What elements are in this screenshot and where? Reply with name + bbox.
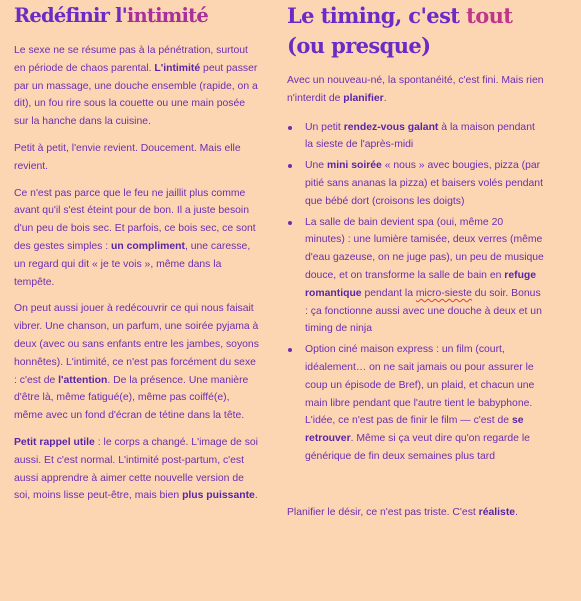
- ideas-list: [287, 119, 544, 466]
- section-title-timing: Le timing, c'est tout (ou presque): [287, 3, 513, 58]
- paragraph: Ce n'est pas parce que le feu ne jaillit plus comme avant qu'il s'est éteint pour de bon. Il a juste besoin d'un peu de bois sec. Et parfois, ce bois sec, ce sont des gestes simples : un compliment, une caresse, un regard qui dit « je te vois », même dans la tempête.: [14, 187, 256, 288]
- paragraph: Le sexe ne se résume pas à la pénétration, surtout en période de chaos parental. L'intimité peut passer par un massage, une douche ensemble (rapide, on a dit), un fou rire sous la couette ou une main posée sur la hanche dans la cuisine.: [14, 45, 258, 128]
- paragraph: Petit à petit, l'envie revient. Doucement. Mais elle revient.: [14, 142, 241, 172]
- paragraph: Petit rappel utile : le corps a changé. L'image de soi aussi. Et c'est normal. L'intimité post-partum, c'est aussi apprendre à aimer cette nouvelle version de soi, moins lisse peut-être, mais bien plus puissante.: [14, 436, 258, 502]
- list-item: Une mini soirée « nous » avec bougies, pizza (par pitié sans ananas la pizza) et baisers volés pendant que bébé dort (croisons les doigts): [287, 157, 544, 210]
- bullet-icon: [288, 348, 292, 352]
- left-column: [14, 0, 261, 505]
- bullet-icon: [288, 164, 292, 168]
- list-item: La salle de bain devient spa (oui, même 20 minutes) : une lumière tamisée, deux verres (même d'eau gazeuse, on ne juge pas), un peu de musique douce, et on transforme la salle de bain en refuge romantique pendant la micro-sieste du soir. Bonus : ça fonctionne aussi avec une douche à deux et un timing de ninja: [287, 214, 544, 339]
- paragraph: On peut aussi jouer à redécouvrir ce qui nous faisait vibrer. Une chanson, un parfum, une soirée pyjama à deux (avec ou sans enfants entre les jambes, soyons honnêtes). L'intimité, ce n'est pas forcément du sexe : c'est de l'attention. De la présence. Une manière d'être là, même fatigué(e), même pas coiffé(e), même avec un fond d'écran de tétine dans la tête.: [14, 303, 259, 422]
- paragraph: Planifier le désir, ce n'est pas triste. C'est réaliste.: [287, 506, 518, 518]
- paragraph: Avec un nouveau-né, la spontanéité, c'est fini. Mais rien n'interdit de planifier.: [287, 75, 544, 104]
- list-item: Option ciné maison express : un film (court, idéalement… on ne sait jamais ou pour assurer le coup un épisode de Bref), un plaid, et chacun une main libre pendant que l'autre tient le babyphone. L'idée, ce n'est pas de finir le film — c'est de se retrouver. Même si ça veut dire qu'on regarde le générique de fin deux semaines plus tard: [287, 341, 544, 466]
- right-column: [287, 0, 544, 522]
- list-item: Un petit rendez-vous galant à la maison pendant la sieste de l'après-midi: [287, 119, 544, 155]
- bullet-icon: [288, 221, 292, 225]
- section-title-intimite: Redéfinir l'intimité: [14, 4, 208, 27]
- bullet-icon: [288, 126, 292, 130]
- spellcheck-underline: micro-sieste: [415, 287, 472, 299]
